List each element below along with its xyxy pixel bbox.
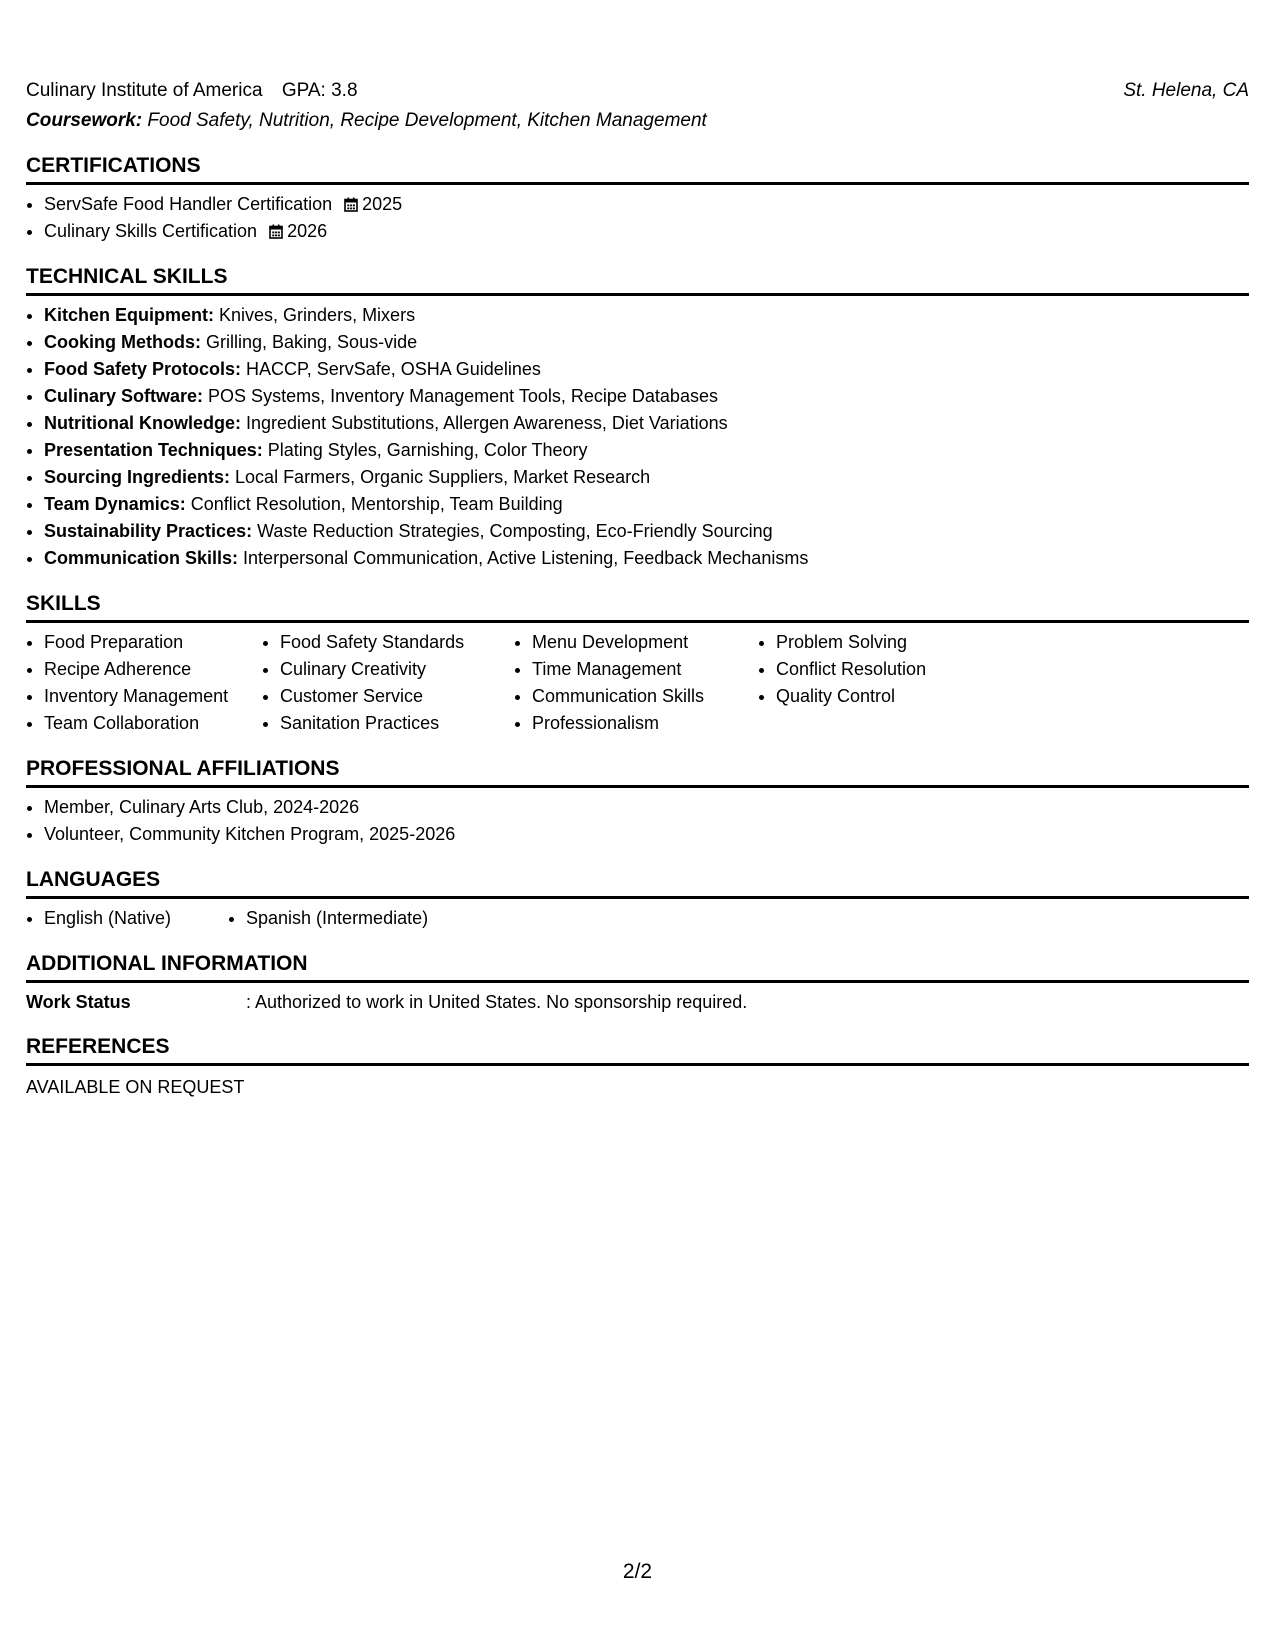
skill-value: Waste Reduction Strategies, Composting, Eco-Friendly Sourcing <box>257 521 773 541</box>
education-row <box>26 78 1249 104</box>
certification-name: Culinary Skills Certification <box>44 221 258 241</box>
skills-column <box>514 629 758 737</box>
certification-year: 2026 <box>287 221 328 241</box>
list-item <box>44 356 1249 383</box>
coursework <box>26 108 1249 134</box>
page-number: 2/2 <box>622 1560 653 1583</box>
languages-column <box>26 905 228 932</box>
skill-value: HACCP, ServSafe, OSHA Guidelines <box>246 359 541 379</box>
work-status-row <box>26 989 1249 1015</box>
list-item: • Conflict Resolution <box>776 656 926 683</box>
list-item: • Culinary Creativity <box>280 656 514 683</box>
list-item <box>44 383 1249 410</box>
skill-value: Interpersonal Communication, Active Listening, Feedback Mechanisms <box>243 548 809 568</box>
list-item: • Team Collaboration <box>44 710 262 737</box>
certification-year: 2025 <box>362 194 403 214</box>
list-item <box>44 491 1249 518</box>
list-item: • Quality Control <box>776 683 926 710</box>
section-title-references: REFERENCES <box>26 1033 1249 1066</box>
list-item <box>44 545 1249 572</box>
list-item: • Problem Solving <box>776 629 926 656</box>
skills-column <box>26 629 262 737</box>
skill-value: Ingredient Substitutions, Allergen Awareness, Diet Variations <box>246 413 728 433</box>
skill-label: Communication Skills: <box>44 548 239 568</box>
coursework-list: Food Safety, Nutrition, Recipe Development, Kitchen Management <box>147 110 707 131</box>
skill-value: Grilling, Baking, Sous-vide <box>206 332 418 352</box>
skill-label: Presentation Techniques: <box>44 440 263 460</box>
list-item: • Member, Culinary Arts Club, 2024-2026 <box>44 794 1249 821</box>
list-item <box>44 437 1249 464</box>
list-item <box>44 329 1249 356</box>
certifications-list <box>26 191 1249 245</box>
section-title-languages: LANGUAGES <box>26 866 1249 899</box>
skill-label: Nutritional Knowledge: <box>44 413 241 433</box>
skill-label: Cooking Methods: <box>44 332 201 352</box>
coursework-label: Coursework: <box>26 110 143 131</box>
section-title-certifications: CERTIFICATIONS <box>26 152 1249 185</box>
skill-value: Plating Styles, Garnishing, Color Theory <box>267 440 588 460</box>
list-item: • Spanish (Intermediate) <box>246 905 428 932</box>
list-item <box>44 410 1249 437</box>
list-item: • Food Safety Standards <box>280 629 514 656</box>
calendar-icon <box>344 197 358 212</box>
school-name: Culinary Institute of America <box>26 80 263 101</box>
list-item: • Time Management <box>532 656 758 683</box>
skill-label: Kitchen Equipment: <box>44 305 214 325</box>
section-title-affiliations: PROFESSIONAL AFFILIATIONS <box>26 755 1249 788</box>
list-item: • Menu Development <box>532 629 758 656</box>
technical-skills-list <box>26 302 1249 572</box>
skill-value: POS Systems, Inventory Management Tools, Recipe Databases <box>208 386 718 406</box>
skill-label: Culinary Software: <box>44 386 204 406</box>
list-item <box>44 518 1249 545</box>
list-item <box>44 464 1249 491</box>
section-title-additional-information: ADDITIONAL INFORMATION <box>26 950 1249 983</box>
section-title-technical-skills: TECHNICAL SKILLS <box>26 263 1249 296</box>
work-status-label: Work Status <box>26 992 131 1012</box>
list-item: • Customer Service <box>280 683 514 710</box>
skills-grid <box>26 629 1249 737</box>
education-school-gpa <box>26 78 358 104</box>
skill-label: Sourcing Ingredients: <box>44 467 231 487</box>
list-item: • Recipe Adherence <box>44 656 262 683</box>
list-item: • Volunteer, Community Kitchen Program, 2025-2026 <box>44 821 1249 848</box>
list-item: • Food Preparation <box>44 629 262 656</box>
languages-column <box>228 905 428 932</box>
languages-row <box>26 905 1249 932</box>
skill-value: Conflict Resolution, Mentorship, Team Building <box>190 494 563 514</box>
skill-label: Sustainability Practices: <box>44 521 253 541</box>
affiliations-list <box>26 794 1249 848</box>
skill-label: Food Safety Protocols: <box>44 359 242 379</box>
list-item: • Communication Skills <box>532 683 758 710</box>
calendar-icon <box>269 224 283 239</box>
skills-column <box>262 629 514 737</box>
certification-name: ServSafe Food Handler Certification <box>44 194 333 214</box>
list-item <box>44 191 1249 218</box>
list-item: • English (Native) <box>44 905 228 932</box>
list-item <box>44 218 1249 245</box>
school-location: St. Helena, CA <box>1123 80 1249 101</box>
list-item <box>44 302 1249 329</box>
skill-value: Knives, Grinders, Mixers <box>219 305 416 325</box>
list-item: • Professionalism <box>532 710 758 737</box>
gpa: GPA: 3.8 <box>281 80 358 101</box>
work-status-value: : Authorized to work in United States. No sponsorship required. <box>246 992 748 1012</box>
references-text: AVAILABLE ON REQUEST <box>26 1077 245 1097</box>
skill-value: Local Farmers, Organic Suppliers, Market Research <box>235 467 651 487</box>
resume-page <box>26 78 1249 1100</box>
skills-column <box>758 629 926 737</box>
section-title-skills: SKILLS <box>26 590 1249 623</box>
list-item: • Sanitation Practices <box>280 710 514 737</box>
list-item: • Inventory Management <box>44 683 262 710</box>
skill-label: Team Dynamics: <box>44 494 186 514</box>
